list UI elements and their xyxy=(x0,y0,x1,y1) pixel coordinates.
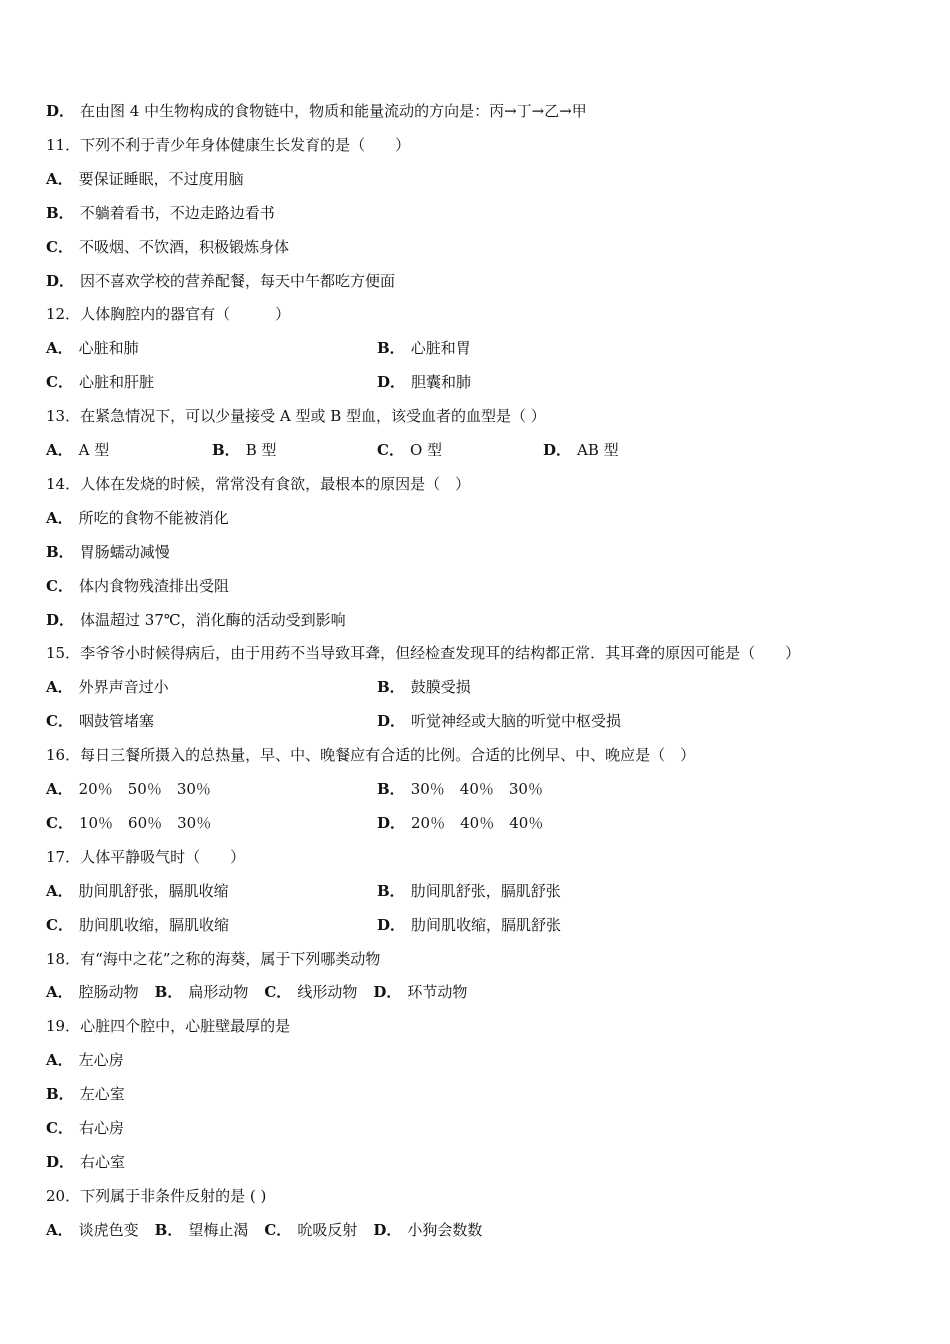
option-text: 肋间肌舒张，膈肌收缩 xyxy=(78,882,229,900)
option-text: 要保证睡眠，不过度用脑 xyxy=(78,170,244,188)
option-text: 小狗会数数 xyxy=(407,1221,483,1239)
option-text: 肋间肌收缩，膈肌舒张 xyxy=(411,916,562,934)
option xyxy=(264,1220,357,1240)
option-text: B 型 xyxy=(245,441,277,459)
option xyxy=(46,203,275,223)
option-label: C． xyxy=(46,373,73,391)
option xyxy=(46,881,229,901)
option-text: 腔肠动物 xyxy=(78,983,139,1001)
question-stem xyxy=(46,949,380,969)
option-label: D． xyxy=(377,712,406,730)
option-text: 扁形动物 xyxy=(188,983,249,1001)
question-text: 20．下列属于非条件反射的是 ( ) xyxy=(46,1187,267,1205)
option-label: A． xyxy=(46,1051,73,1069)
option-label: D． xyxy=(377,916,406,934)
option xyxy=(377,338,471,358)
question-stem xyxy=(46,406,546,426)
option-text: 不躺着看书，不边走路边看书 xyxy=(79,204,275,222)
option-label: B． xyxy=(46,204,74,222)
option-label: D． xyxy=(46,611,75,629)
question-text: 13．在紧急情况下，可以少量接受 A 型或 B 型血，该受血者的血型是（ ） xyxy=(46,407,546,425)
option-text: 20％ 50％ 30％ xyxy=(78,780,211,798)
option-label: C． xyxy=(46,712,73,730)
option-label: A． xyxy=(46,509,73,527)
option-text: 心脏和肺 xyxy=(78,339,139,357)
option-text: 肋间肌收缩，膈肌收缩 xyxy=(78,916,229,934)
question-stem xyxy=(46,745,695,765)
option-text: 在由图 4 中生物构成的食物链中，物质和能量流动的方向是：丙→丁→乙→甲 xyxy=(80,102,587,120)
question-stem xyxy=(46,1016,290,1036)
option-text: AB 型 xyxy=(577,441,619,459)
option xyxy=(46,169,244,189)
option-label: A． xyxy=(46,170,73,188)
option-label: C． xyxy=(377,441,404,459)
option-label: D． xyxy=(543,441,572,459)
option-text: A 型 xyxy=(78,441,110,459)
option xyxy=(46,338,139,358)
question-stem xyxy=(46,643,800,663)
option-text: 听觉神经或大脑的听觉中枢受损 xyxy=(411,712,622,730)
option-label: A． xyxy=(46,441,73,459)
option xyxy=(46,542,170,562)
option-row xyxy=(46,982,483,1002)
option-text: 因不喜欢学校的营养配餐，每天中午都吃方便面 xyxy=(80,272,396,290)
option-row xyxy=(46,1220,498,1240)
option-text: 体温超过 37℃，消化酶的活动受到影响 xyxy=(80,611,346,629)
option-label: D． xyxy=(46,102,75,120)
option xyxy=(46,1050,124,1070)
option-label: A． xyxy=(46,678,73,696)
option-label: D． xyxy=(46,1153,75,1171)
question-text: 17．人体平静吸气时（ ） xyxy=(46,848,246,866)
option xyxy=(46,1220,139,1240)
option-label: D． xyxy=(377,373,406,391)
option xyxy=(46,1084,125,1104)
option xyxy=(46,915,229,935)
question-text: 11．下列不利于青少年身体健康生长发育的是（ ） xyxy=(46,136,411,154)
option-label: A． xyxy=(46,339,73,357)
question-text: 15．李爷爷小时候得病后，由于用药不当导致耳聋，但经检查发现耳的结构都正常．其耳聋的原因可能是（ ） xyxy=(46,644,801,662)
option-text: 左心房 xyxy=(78,1051,124,1069)
question-text: 19．心脏四个腔中，心脏壁最厚的是 xyxy=(46,1017,291,1035)
option-label: B． xyxy=(46,1085,74,1103)
option-text: 肋间肌舒张，膈肌舒张 xyxy=(410,882,561,900)
option-text: 胆囊和肺 xyxy=(411,373,472,391)
option-text: O 型 xyxy=(409,441,443,459)
option-text: 胃肠蠕动减慢 xyxy=(79,543,170,561)
option-label: C． xyxy=(46,577,73,595)
option-label: B． xyxy=(377,339,405,357)
option-text: 吮吸反射 xyxy=(297,1221,358,1239)
option xyxy=(46,813,211,833)
option-label: A． xyxy=(46,983,73,1001)
question-text: 14．人体在发烧的时候，常常没有食欲，最根本的原因是（ ） xyxy=(46,475,471,493)
option-label: D． xyxy=(377,814,406,832)
option xyxy=(377,372,471,392)
option xyxy=(46,508,229,528)
option xyxy=(46,610,346,630)
question-stem xyxy=(46,135,410,155)
option xyxy=(377,440,442,460)
option xyxy=(377,915,561,935)
question-stem xyxy=(46,847,245,867)
option-label: B． xyxy=(46,543,74,561)
option-text: 望梅止渴 xyxy=(188,1221,249,1239)
question-stem xyxy=(46,474,470,494)
question-stem xyxy=(46,304,290,324)
option xyxy=(264,982,357,1002)
option-label: B． xyxy=(377,882,405,900)
option-text: 体内食物残渣排出受阻 xyxy=(78,577,229,595)
option-text: 心脏和肝脏 xyxy=(78,373,154,391)
option xyxy=(46,1152,125,1172)
option xyxy=(377,881,561,901)
option-text: 外界声音过小 xyxy=(78,678,169,696)
option-label: B． xyxy=(377,780,405,798)
option-label: B． xyxy=(154,983,183,1001)
option-text: 右心房 xyxy=(78,1119,124,1137)
option-label: A． xyxy=(46,1221,73,1239)
option-label: B． xyxy=(377,678,405,696)
option-label: C． xyxy=(46,1119,73,1137)
option xyxy=(46,677,169,697)
option-text: 谈虎色变 xyxy=(78,1221,139,1239)
option-text: 不吸烟、不饮酒，积极锻炼身体 xyxy=(78,238,289,256)
option xyxy=(543,440,619,460)
option-label: D． xyxy=(373,983,402,1001)
option-label: D． xyxy=(46,272,75,290)
option-label: C． xyxy=(264,1221,292,1239)
option-label: A． xyxy=(46,780,73,798)
option xyxy=(46,982,139,1002)
option-label: B． xyxy=(212,441,240,459)
option-text: 环节动物 xyxy=(407,983,468,1001)
option-text: 左心室 xyxy=(79,1085,125,1103)
option xyxy=(377,677,471,697)
option-text: 鼓膜受损 xyxy=(410,678,471,696)
option-text: 心脏和胃 xyxy=(410,339,471,357)
option xyxy=(155,1220,249,1240)
option-text: 所吃的食物不能被消化 xyxy=(78,509,229,527)
option-label: B． xyxy=(154,1221,183,1239)
option-text: 20％ 40％ 40％ xyxy=(411,814,544,832)
option xyxy=(46,372,154,392)
option-label: C． xyxy=(46,814,73,832)
option xyxy=(377,813,543,833)
option xyxy=(46,576,229,596)
option-label: A． xyxy=(46,882,73,900)
option xyxy=(46,271,395,291)
option-label: C． xyxy=(46,916,73,934)
question-text: 16．每日三餐所摄入的总热量，早、中、晚餐应有合适的比例。合适的比例早、中、晚应是（ ） xyxy=(46,746,696,764)
option-label: D． xyxy=(373,1221,402,1239)
question-text: 18．有“海中之花”之称的海葵，属于下列哪类动物 xyxy=(46,950,381,968)
option xyxy=(46,1118,124,1138)
option xyxy=(377,779,543,799)
question-text: 12．人体胸腔内的器官有（ ） xyxy=(46,305,291,323)
option-label: C． xyxy=(264,983,292,1001)
option-text: 10％ 60％ 30％ xyxy=(78,814,212,832)
option-text: 30％ 40％ 30％ xyxy=(410,780,543,798)
option xyxy=(46,711,154,731)
option xyxy=(46,101,587,121)
question-stem xyxy=(46,1186,266,1206)
option-text: 右心室 xyxy=(80,1153,126,1171)
option-text: 咽鼓管堵塞 xyxy=(78,712,154,730)
option-label: C． xyxy=(46,238,73,256)
option-text: 线形动物 xyxy=(297,983,358,1001)
option xyxy=(155,982,249,1002)
option xyxy=(212,440,276,460)
option xyxy=(46,779,211,799)
option xyxy=(377,711,621,731)
option xyxy=(373,982,467,1002)
option xyxy=(46,237,289,257)
option xyxy=(373,1220,482,1240)
option xyxy=(46,440,109,460)
